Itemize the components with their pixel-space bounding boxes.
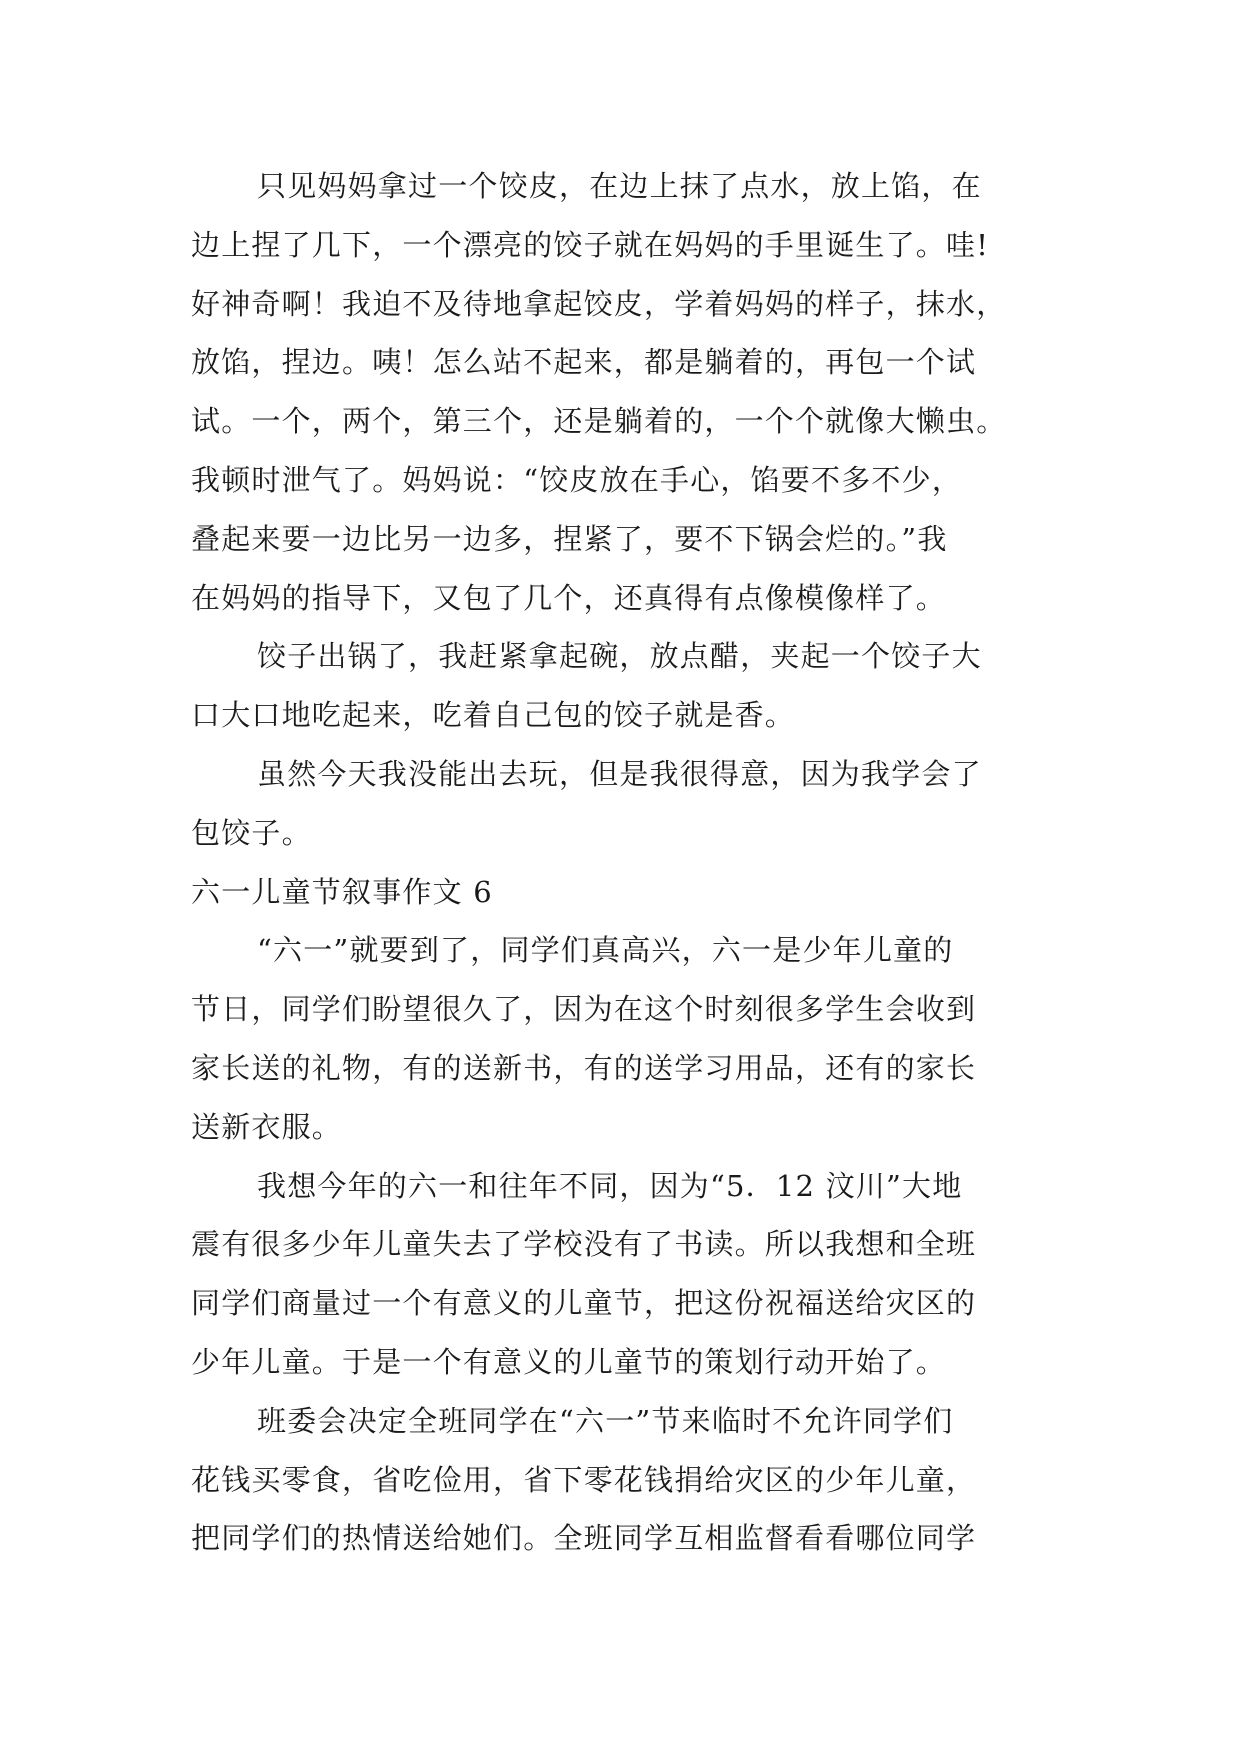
text-line: 口大口地吃起来，吃着自己包的饺子就是香。 <box>191 698 796 733</box>
text-line: 包饺子。 <box>191 815 312 850</box>
text-line: 家长送的礼物，有的送新书，有的送学习用品，还有的家长 <box>191 1050 977 1085</box>
text-line: 送新衣服。 <box>191 1109 343 1144</box>
paragraph <box>191 1392 1061 1568</box>
paragraph <box>191 921 1061 1156</box>
text-line: 叠起来要一边比另一边多，捏紧了，要不下锅会烂的。”我 <box>191 521 948 556</box>
text-line: 我想今年的六一和往年不同，因为“5．12 汶川”大地 <box>257 1168 963 1203</box>
text-line: 好神奇啊！我迫不及待地拿起饺皮，学着妈妈的样子，抹水， <box>191 286 1007 321</box>
paragraph <box>191 157 1061 627</box>
text-line: 节日，同学们盼望很久了，因为在这个时刻很多学生会收到 <box>191 992 977 1027</box>
text-line: 少年儿童。于是一个有意义的儿童节的策划行动开始了。 <box>191 1344 947 1379</box>
text-line: 试。一个，两个，第三个，还是躺着的，一个个就像大懒虫。 <box>191 404 1007 439</box>
text-line: 只见妈妈拿过一个饺皮，在边上抹了点水，放上馅，在 <box>257 169 982 203</box>
heading-text: 六一儿童节叙事作文 6 <box>191 874 493 909</box>
text-line: 在妈妈的指导下，又包了几个，还真得有点像模像样了。 <box>191 580 947 615</box>
text-line: 虽然今天我没能出去玩，但是我很得意，因为我学会了 <box>257 756 982 791</box>
section-heading <box>191 863 1061 922</box>
paragraph <box>191 1157 1061 1392</box>
paragraph <box>191 745 1061 863</box>
text-line: “六一”就要到了，同学们真高兴，六一是少年儿童的 <box>257 933 954 968</box>
text-line: 班委会决定全班同学在“六一”节来临时不允许同学们 <box>257 1403 954 1438</box>
text-line: 同学们商量过一个有意义的儿童节，把这份祝福送给灾区的 <box>191 1286 977 1321</box>
document-body <box>191 157 1061 1568</box>
text-line: 饺子出锅了，我赶紧拿起碗，放点醋，夹起一个饺子大 <box>257 639 982 674</box>
text-line: 把同学们的热情送给她们。全班同学互相监督看看哪位同学 <box>191 1521 977 1556</box>
text-line: 放馅，捏边。咦！怎么站不起来，都是躺着的，再包一个试 <box>191 345 977 380</box>
text-line: 我顿时泄气了。妈妈说：“饺皮放在手心，馅要不多不少， <box>191 462 963 497</box>
text-line: 边上捏了几下，一个漂亮的饺子就在妈妈的手里诞生了。哇! <box>191 227 990 262</box>
text-line: 震有很多少年儿童失去了学校没有了书读。所以我想和全班 <box>191 1227 977 1262</box>
paragraph <box>191 627 1061 745</box>
text-line: 花钱买零食，省吃俭用，省下零花钱捐给灾区的少年儿童， <box>191 1462 977 1497</box>
